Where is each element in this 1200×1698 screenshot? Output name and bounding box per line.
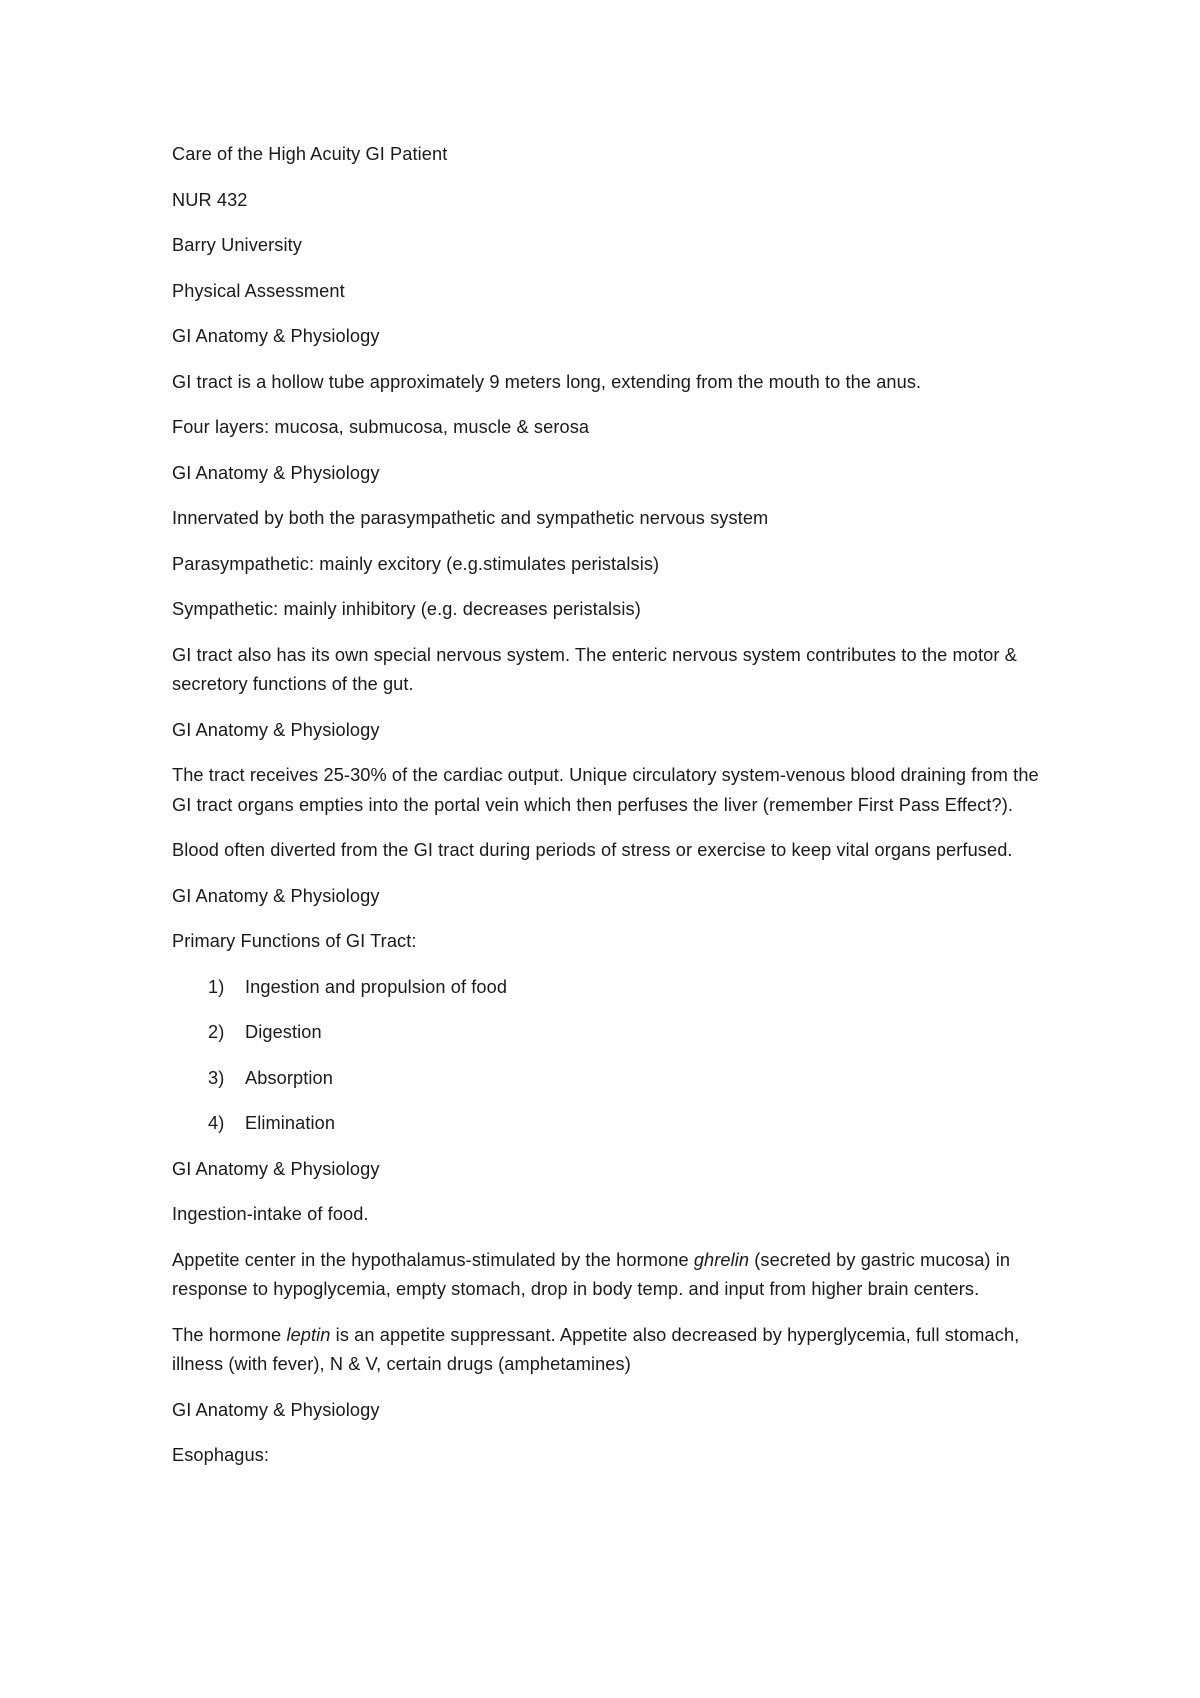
university-name: Barry University (172, 235, 302, 255)
list-text: Absorption (245, 1067, 333, 1088)
text-run: (secreted by gastric mucosa) in response to hypoglycemia, empty stomach, drop in body temp. and input from higher brain centers. (172, 1249, 1011, 1299)
paragraph: Four layers: mucosa, submucosa, muscle & serosa (172, 417, 590, 437)
paragraph: GI tract is a hollow tube approximately 9 meters long, extending from the mouth to the anus. (172, 371, 922, 392)
hormone-term: ghrelin (693, 1249, 750, 1270)
text-run: Appetite center in the hypothalamus-stimulated by the hormone (172, 1249, 694, 1270)
list-item (172, 973, 1052, 1003)
paragraph (172, 1321, 1052, 1380)
slide-heading: GI Anatomy & Physiology (172, 1399, 380, 1420)
list-number: 2) (208, 1022, 225, 1042)
list-item (172, 1064, 1052, 1094)
slide-heading: GI Anatomy & Physiology (172, 719, 380, 740)
paragraph: Blood often diverted from the GI tract during periods of stress or exercise to keep vital organs perfused. (172, 840, 1013, 860)
document-body (172, 140, 1052, 1487)
section-title: Physical Assessment (172, 280, 345, 301)
slide-heading: GI Anatomy & Physiology (172, 885, 380, 906)
paragraph: Ingestion-intake of food. (172, 1204, 369, 1224)
slide-heading: GI Anatomy & Physiology (172, 1158, 380, 1179)
paragraph: Innervated by both the parasympathetic and sympathetic nervous system (172, 508, 769, 528)
list-number: 3) (208, 1067, 225, 1088)
list-text: Ingestion and propulsion of food (245, 976, 508, 997)
list-item (172, 1018, 1052, 1048)
list-text: Digestion (245, 1022, 322, 1042)
hormone-term: leptin (286, 1324, 331, 1345)
list-number: 4) (208, 1113, 225, 1133)
paragraph: The tract receives 25-30% of the cardiac output. Unique circulatory system-venous blood draining from the GI tract organs empties into the portal vein which then perfuses the liver (remember First Pass Effect?). (172, 765, 1039, 815)
paragraph: Esophagus: (172, 1445, 270, 1465)
text-run: The hormone (172, 1324, 287, 1345)
list-item (172, 1109, 1052, 1139)
list-text: Elimination (245, 1113, 336, 1133)
text-run: is an appetite suppressant. Appetite also decreased by hyperglycemia, full stomach, illness (with fever), N & V, certain drugs (amphetamines) (172, 1324, 1020, 1374)
functions-list (172, 973, 1052, 1139)
slide-heading: GI Anatomy & Physiology (172, 462, 380, 483)
list-number: 1) (208, 976, 225, 997)
paragraph: GI tract also has its own special nervous system. The enteric nervous system contributes to the motor & secretory functions of the gut. (172, 644, 1017, 694)
document-title: Care of the High Acuity GI Patient (172, 144, 448, 164)
course-code: NUR 432 (172, 189, 248, 210)
list-intro: Primary Functions of GI Tract: (172, 931, 417, 951)
paragraph: Parasympathetic: mainly excitory (e.g.stimulates peristalsis) (172, 553, 660, 574)
paragraph (172, 1246, 1052, 1305)
paragraph: Sympathetic: mainly inhibitory (e.g. decreases peristalsis) (172, 599, 641, 619)
slide-heading: GI Anatomy & Physiology (172, 326, 380, 346)
